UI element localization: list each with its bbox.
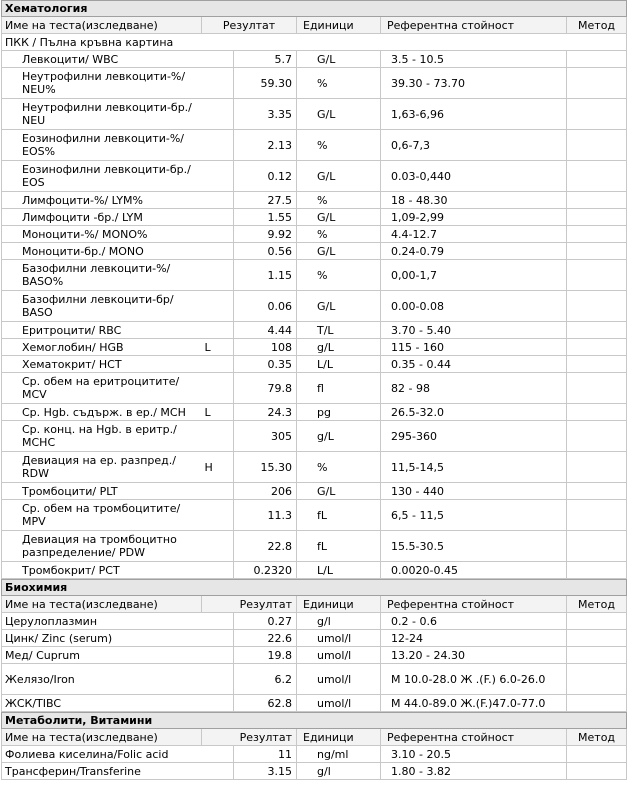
unit-cell: % xyxy=(297,260,381,291)
method-cell xyxy=(567,500,627,531)
table-row xyxy=(2,322,627,339)
test-name-cell: Желязо/Iron xyxy=(2,664,202,695)
test-name-cell: Левкоцити/ WBC xyxy=(2,51,202,68)
flag-cell xyxy=(202,746,234,763)
flag-cell: L xyxy=(202,404,234,421)
result-cell: 79.8 xyxy=(234,373,297,404)
result-cell: 5.7 xyxy=(234,51,297,68)
result-cell: 108 xyxy=(234,339,297,356)
result-cell: 59.30 xyxy=(234,68,297,99)
section-title: Метаболити, Витамини xyxy=(2,713,627,729)
reference-cell: 0.0020-0.45 xyxy=(381,562,567,579)
flag-cell xyxy=(202,192,234,209)
result-cell: 305 xyxy=(234,421,297,452)
method-cell xyxy=(567,483,627,500)
flag-cell xyxy=(202,68,234,99)
table-row xyxy=(2,562,627,579)
unit-cell: G/L xyxy=(297,243,381,260)
table-row xyxy=(2,209,627,226)
flag-cell xyxy=(202,483,234,500)
unit-cell: % xyxy=(297,130,381,161)
reference-cell: 82 - 98 xyxy=(381,373,567,404)
reference-cell: 0.24-0.79 xyxy=(381,243,567,260)
biochemistry-table xyxy=(1,579,627,712)
unit-cell: L/L xyxy=(297,356,381,373)
group-title: ПКК / Пълна кръвна картина xyxy=(2,34,627,51)
unit-cell: G/L xyxy=(297,209,381,226)
test-name-cell: Девиация на ер. разпред./ RDW xyxy=(2,452,202,483)
section-title: Хематология xyxy=(2,1,627,17)
method-cell xyxy=(567,243,627,260)
unit-cell: umol/l xyxy=(297,664,381,695)
table-row xyxy=(2,99,627,130)
result-cell: 15.30 xyxy=(234,452,297,483)
table-row xyxy=(2,630,627,647)
test-name-cell: Базофилни левкоцити-%/ BASO% xyxy=(2,260,202,291)
method-cell xyxy=(567,763,627,780)
flag-cell xyxy=(202,763,234,780)
result-cell: 62.8 xyxy=(234,695,297,712)
column-header-result: Резултат xyxy=(202,729,297,746)
unit-cell: pg xyxy=(297,404,381,421)
table-row xyxy=(2,613,627,630)
method-cell xyxy=(567,209,627,226)
result-cell: 6.2 xyxy=(234,664,297,695)
column-header-units: Единици xyxy=(297,17,381,34)
unit-cell: G/L xyxy=(297,483,381,500)
test-name-cell: Лимфоцити-%/ LYM% xyxy=(2,192,202,209)
flag-cell xyxy=(202,356,234,373)
table-row xyxy=(2,192,627,209)
unit-cell: L/L xyxy=(297,562,381,579)
table-row xyxy=(2,647,627,664)
test-name-cell: Цинк/ Zinc (serum) xyxy=(2,630,202,647)
reference-cell: 11,5-14,5 xyxy=(381,452,567,483)
flag-cell xyxy=(202,260,234,291)
result-cell: 0.27 xyxy=(234,613,297,630)
metabolites-table xyxy=(1,712,627,780)
unit-cell: fL xyxy=(297,500,381,531)
table-row xyxy=(2,664,627,695)
test-name-cell: Еозинофилни левкоцити-бр./ EOS xyxy=(2,161,202,192)
method-cell xyxy=(567,613,627,630)
method-cell xyxy=(567,531,627,562)
unit-cell: ng/ml xyxy=(297,746,381,763)
method-cell xyxy=(567,562,627,579)
flag-cell xyxy=(202,500,234,531)
reference-cell: 6,5 - 11,5 xyxy=(381,500,567,531)
method-cell xyxy=(567,339,627,356)
method-cell xyxy=(567,630,627,647)
column-header-name: Име на теста(изследване) xyxy=(2,17,202,34)
method-cell xyxy=(567,68,627,99)
reference-cell: 0.2 - 0.6 xyxy=(381,613,567,630)
reference-cell: 4.4-12.7 xyxy=(381,226,567,243)
test-name-cell: Трансферин/Transferine xyxy=(2,763,202,780)
test-name-cell: Тромбокрит/ PCT xyxy=(2,562,202,579)
table-row xyxy=(2,404,627,421)
method-cell xyxy=(567,404,627,421)
result-cell: 0.06 xyxy=(234,291,297,322)
flag-cell xyxy=(202,99,234,130)
column-header-reference: Референтна стойност xyxy=(381,17,567,34)
result-cell: 22.6 xyxy=(234,630,297,647)
reference-cell: 18 - 48.30 xyxy=(381,192,567,209)
reference-cell: М 10.0-28.0 Ж .(F.) 6.0-26.0 xyxy=(381,664,567,695)
reference-cell: 12-24 xyxy=(381,630,567,647)
unit-cell: % xyxy=(297,452,381,483)
reference-cell: 15.5-30.5 xyxy=(381,531,567,562)
table-row xyxy=(2,68,627,99)
table-row xyxy=(2,291,627,322)
test-name-cell: Моноцити-%/ MONO% xyxy=(2,226,202,243)
result-cell: 19.8 xyxy=(234,647,297,664)
table-row xyxy=(2,483,627,500)
unit-cell: G/L xyxy=(297,51,381,68)
table-row xyxy=(2,373,627,404)
reference-cell: 130 - 440 xyxy=(381,483,567,500)
reference-cell: 0.03-0,440 xyxy=(381,161,567,192)
method-cell xyxy=(567,695,627,712)
unit-cell: T/L xyxy=(297,322,381,339)
test-name-cell: Ср. обем на тромбоцитите/ MPV xyxy=(2,500,202,531)
unit-cell: g/L xyxy=(297,421,381,452)
table-row xyxy=(2,746,627,763)
result-cell: 27.5 xyxy=(234,192,297,209)
column-header-method: Метод xyxy=(567,596,627,613)
column-header-units: Единици xyxy=(297,596,381,613)
column-header-name: Име на теста(изследване) xyxy=(2,729,202,746)
test-name-cell: Мед/ Cuprum xyxy=(2,647,202,664)
flag-cell xyxy=(202,209,234,226)
flag-cell xyxy=(202,647,234,664)
flag-cell xyxy=(202,630,234,647)
unit-cell: % xyxy=(297,226,381,243)
test-name-cell: Неутрофилни левкоцити-бр./ NEU xyxy=(2,99,202,130)
test-name-cell: Девиация на тромбоцитно разпределение/ PDW xyxy=(2,531,202,562)
column-header-row xyxy=(2,729,627,746)
test-name-cell: Еритроцити/ RBC xyxy=(2,322,202,339)
result-cell: 1.15 xyxy=(234,260,297,291)
reference-cell: 115 - 160 xyxy=(381,339,567,356)
table-row xyxy=(2,51,627,68)
method-cell xyxy=(567,192,627,209)
test-name-cell: ЖСК/TIBC xyxy=(2,695,202,712)
result-cell: 206 xyxy=(234,483,297,500)
result-cell: 0.35 xyxy=(234,356,297,373)
flag-cell xyxy=(202,613,234,630)
method-cell xyxy=(567,291,627,322)
result-cell: 4.44 xyxy=(234,322,297,339)
method-cell xyxy=(567,647,627,664)
unit-cell: umol/l xyxy=(297,647,381,664)
method-cell xyxy=(567,51,627,68)
table-row xyxy=(2,695,627,712)
table-row xyxy=(2,763,627,780)
test-name-cell: Неутрофилни левкоцити-%/ NEU% xyxy=(2,68,202,99)
unit-cell: G/L xyxy=(297,291,381,322)
table-row xyxy=(2,226,627,243)
method-cell xyxy=(567,161,627,192)
reference-cell: 0,6-7,3 xyxy=(381,130,567,161)
flag-cell xyxy=(202,562,234,579)
unit-cell: umol/l xyxy=(297,630,381,647)
method-cell xyxy=(567,664,627,695)
reference-cell: 1,63-6,96 xyxy=(381,99,567,130)
result-cell: 0.2320 xyxy=(234,562,297,579)
flag-cell xyxy=(202,226,234,243)
reference-cell: 0,00-1,7 xyxy=(381,260,567,291)
flag-cell xyxy=(202,161,234,192)
table-row xyxy=(2,452,627,483)
reference-cell: 0.35 - 0.44 xyxy=(381,356,567,373)
result-cell: 0.12 xyxy=(234,161,297,192)
table-row xyxy=(2,500,627,531)
hematology-table xyxy=(1,0,627,579)
result-cell: 11 xyxy=(234,746,297,763)
method-cell xyxy=(567,226,627,243)
column-header-result: Резултат xyxy=(202,17,297,34)
result-cell: 2.13 xyxy=(234,130,297,161)
test-name-cell: Ср. конц. на Hgb. в еритр./ MCHC xyxy=(2,421,202,452)
test-name-cell: Лимфоцити -бр./ LYM xyxy=(2,209,202,226)
method-cell xyxy=(567,322,627,339)
unit-cell: G/L xyxy=(297,99,381,130)
flag-cell xyxy=(202,130,234,161)
section-header xyxy=(2,713,627,729)
column-header-row xyxy=(2,596,627,613)
method-cell xyxy=(567,452,627,483)
table-row xyxy=(2,130,627,161)
table-row xyxy=(2,260,627,291)
result-cell: 22.8 xyxy=(234,531,297,562)
flag-cell xyxy=(202,322,234,339)
column-header-reference: Референтна стойност xyxy=(381,596,567,613)
flag-cell xyxy=(202,664,234,695)
unit-cell: g/l xyxy=(297,613,381,630)
lab-report xyxy=(1,0,626,780)
flag-cell: H xyxy=(202,452,234,483)
column-header-name: Име на теста(изследване) xyxy=(2,596,202,613)
unit-cell: g/l xyxy=(297,763,381,780)
method-cell xyxy=(567,356,627,373)
reference-cell: 295-360 xyxy=(381,421,567,452)
reference-cell: 3.70 - 5.40 xyxy=(381,322,567,339)
result-cell: 0.56 xyxy=(234,243,297,260)
flag-cell xyxy=(202,695,234,712)
reference-cell: 1.80 - 3.82 xyxy=(381,763,567,780)
column-header-row xyxy=(2,17,627,34)
result-cell: 3.35 xyxy=(234,99,297,130)
method-cell xyxy=(567,99,627,130)
column-header-result: Резултат xyxy=(202,596,297,613)
table-row xyxy=(2,161,627,192)
test-name-cell: Тромбоцити/ PLT xyxy=(2,483,202,500)
section-header xyxy=(2,1,627,17)
flag-cell xyxy=(202,291,234,322)
unit-cell: g/L xyxy=(297,339,381,356)
table-row xyxy=(2,531,627,562)
table-row xyxy=(2,243,627,260)
flag-cell xyxy=(202,243,234,260)
section-header xyxy=(2,580,627,596)
section-title: Биохимия xyxy=(2,580,627,596)
method-cell xyxy=(567,746,627,763)
reference-cell: 1,09-2,99 xyxy=(381,209,567,226)
reference-cell: 3.5 - 10.5 xyxy=(381,51,567,68)
unit-cell: umol/l xyxy=(297,695,381,712)
unit-cell: G/L xyxy=(297,161,381,192)
test-name-cell: Базофилни левкоцити-бр/ BASO xyxy=(2,291,202,322)
flag-cell xyxy=(202,373,234,404)
flag-cell: L xyxy=(202,339,234,356)
flag-cell xyxy=(202,51,234,68)
test-name-cell: Хематокрит/ HCT xyxy=(2,356,202,373)
method-cell xyxy=(567,421,627,452)
result-cell: 9.92 xyxy=(234,226,297,243)
test-name-cell: Моноцити-бр./ MONO xyxy=(2,243,202,260)
column-header-method: Метод xyxy=(567,17,627,34)
unit-cell: % xyxy=(297,68,381,99)
test-name-cell: Ср. Hgb. съдърж. в ер./ MCH xyxy=(2,404,202,421)
test-name-cell: Церулоплазмин xyxy=(2,613,202,630)
test-name-cell: Еозинофилни левкоцити-%/ EOS% xyxy=(2,130,202,161)
flag-cell xyxy=(202,421,234,452)
test-name-cell: Хемоглобин/ HGB xyxy=(2,339,202,356)
reference-cell: 39.30 - 73.70 xyxy=(381,68,567,99)
test-name-cell: Фолиева киселина/Folic acid xyxy=(2,746,202,763)
group-row xyxy=(2,34,627,51)
flag-cell xyxy=(202,531,234,562)
table-row xyxy=(2,339,627,356)
reference-cell: 26.5-32.0 xyxy=(381,404,567,421)
result-cell: 24.3 xyxy=(234,404,297,421)
result-cell: 1.55 xyxy=(234,209,297,226)
column-header-units: Единици xyxy=(297,729,381,746)
table-row xyxy=(2,421,627,452)
reference-cell: М 44.0-89.0 Ж.(F.)47.0-77.0 xyxy=(381,695,567,712)
reference-cell: 0.00-0.08 xyxy=(381,291,567,322)
column-header-method: Метод xyxy=(567,729,627,746)
unit-cell: fL xyxy=(297,531,381,562)
result-cell: 11.3 xyxy=(234,500,297,531)
test-name-cell: Ср. обем на еритроцитите/ MCV xyxy=(2,373,202,404)
method-cell xyxy=(567,373,627,404)
column-header-reference: Референтна стойност xyxy=(381,729,567,746)
unit-cell: fl xyxy=(297,373,381,404)
method-cell xyxy=(567,130,627,161)
table-row xyxy=(2,356,627,373)
reference-cell: 13.20 - 24.30 xyxy=(381,647,567,664)
reference-cell: 3.10 - 20.5 xyxy=(381,746,567,763)
unit-cell: % xyxy=(297,192,381,209)
result-cell: 3.15 xyxy=(234,763,297,780)
method-cell xyxy=(567,260,627,291)
